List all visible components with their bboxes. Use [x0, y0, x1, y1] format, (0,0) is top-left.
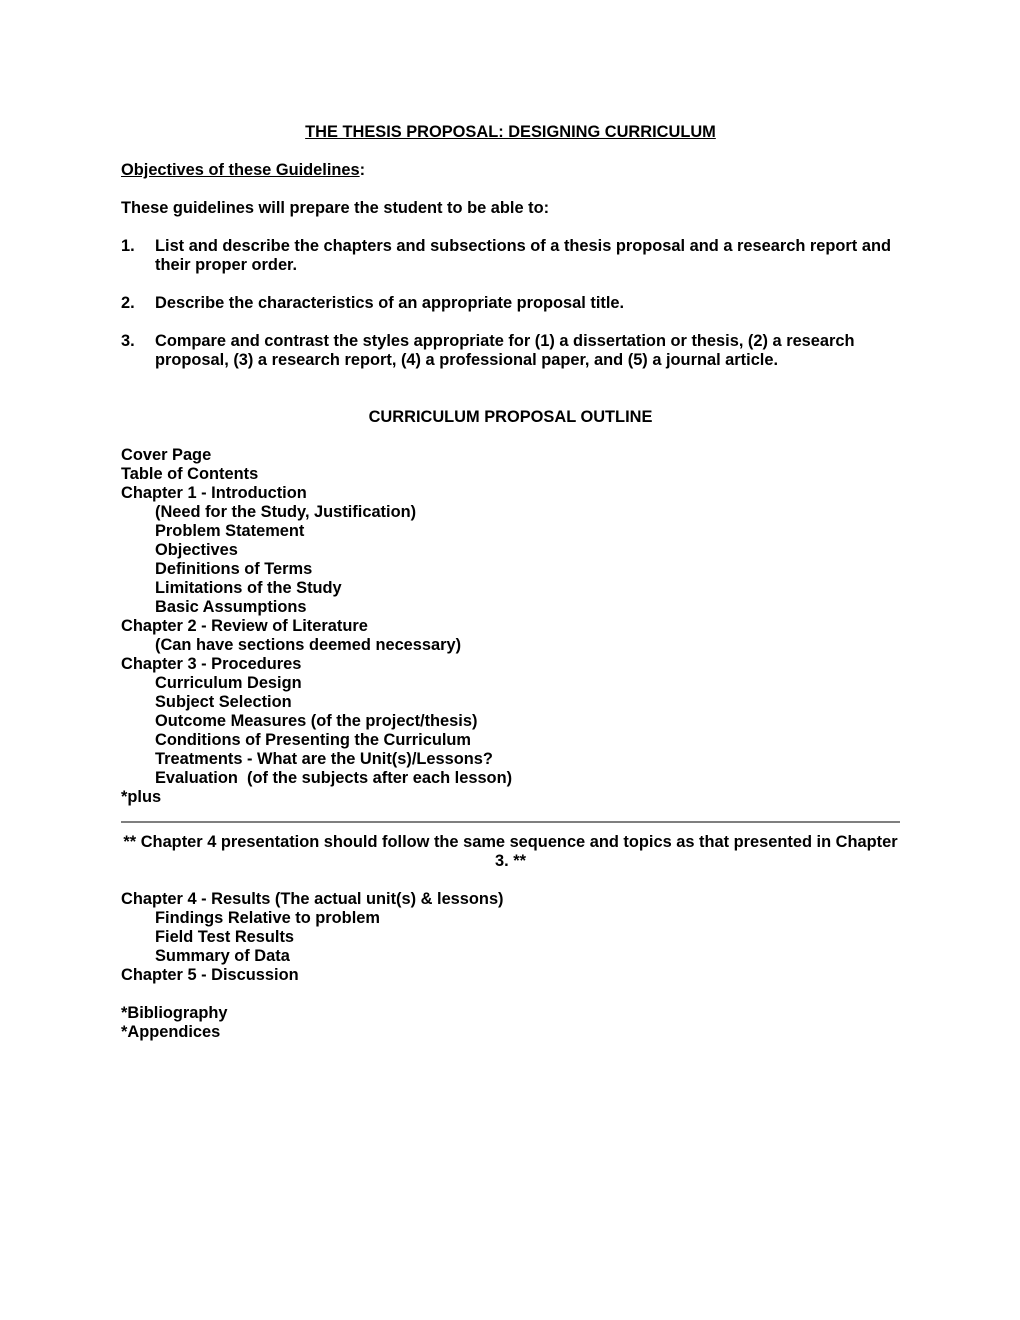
objective-number: 2. [121, 294, 135, 312]
outline-line: Chapter 3 - Procedures [121, 655, 302, 673]
footer-line: *Bibliography [121, 1004, 228, 1022]
outline-line: Conditions of Presenting the Curriculum [155, 731, 471, 749]
footer-line: *Appendices [121, 1023, 221, 1041]
objective-item [121, 332, 900, 370]
objective-item [121, 294, 900, 313]
objective-number: 3. [121, 332, 135, 350]
outline-line: Outcome Measures (of the project/thesis) [155, 712, 478, 730]
outline-line: Limitations of the Study [155, 579, 342, 597]
objective-text: List and describe the chapters and subsections of a thesis proposal and a research report and their proper order. [155, 237, 891, 274]
outline-line: *plus [121, 788, 162, 806]
outline-line: Basic Assumptions [155, 598, 307, 616]
outline-top-list [121, 446, 900, 807]
outline-heading: CURRICULUM PROPOSAL OUTLINE [368, 408, 653, 426]
outline-line: Objectives [155, 541, 238, 559]
objectives-heading-colon: : [359, 161, 366, 179]
outline-line: Field Test Results [155, 928, 295, 946]
document-title: THE THESIS PROPOSAL: DESIGNING CURRICULUM [305, 123, 716, 141]
objective-item [121, 237, 900, 275]
intro-paragraph: These guidelines will prepare the student to be able to: [121, 199, 550, 217]
outline-line: Findings Relative to problem [155, 909, 380, 927]
outline-line: Summary of Data [155, 947, 290, 965]
outline-line: Chapter 1 - Introduction [121, 484, 307, 502]
outline-line: Chapter 5 - Discussion [121, 966, 299, 984]
outline-line: Definitions of Terms [155, 560, 313, 578]
outline-bottom-list [121, 890, 900, 985]
outline-line: Evaluation (of the subjects after each lesson) [155, 769, 513, 787]
chapter4-note: ** Chapter 4 presentation should follow the same sequence and topics as that presented in Chapter 3. ** [121, 821, 900, 871]
outline-line: Chapter 4 - Results (The actual unit(s) & lessons) [121, 890, 504, 908]
outline-line: Problem Statement [155, 522, 305, 540]
outline-line: (Can have sections deemed necessary) [155, 636, 462, 654]
outline-line: Curriculum Design [155, 674, 302, 692]
outline-line: Treatments - What are the Unit(s)/Lessons? [155, 750, 493, 768]
outline-line: Subject Selection [155, 693, 292, 711]
objectives-heading-text: Objectives of these Guidelines [121, 161, 360, 179]
outline-line: (Need for the Study, Justification) [155, 503, 417, 521]
outline-line: Chapter 2 - Review of Literature [121, 617, 368, 635]
outline-line: Table of Contents [121, 465, 259, 483]
outline-line: Cover Page [121, 446, 212, 464]
objective-text: Describe the characteristics of an appropriate proposal title. [155, 294, 625, 312]
footer-list [121, 1004, 900, 1042]
objective-text: Compare and contrast the styles appropriate for (1) a dissertation or thesis, (2) a research proposal, (3) a research report, (4) a professional paper, and (5) a journal article. [155, 332, 855, 369]
objectives-list [121, 237, 900, 370]
objective-number: 1. [121, 237, 135, 255]
objectives-heading [121, 161, 900, 180]
